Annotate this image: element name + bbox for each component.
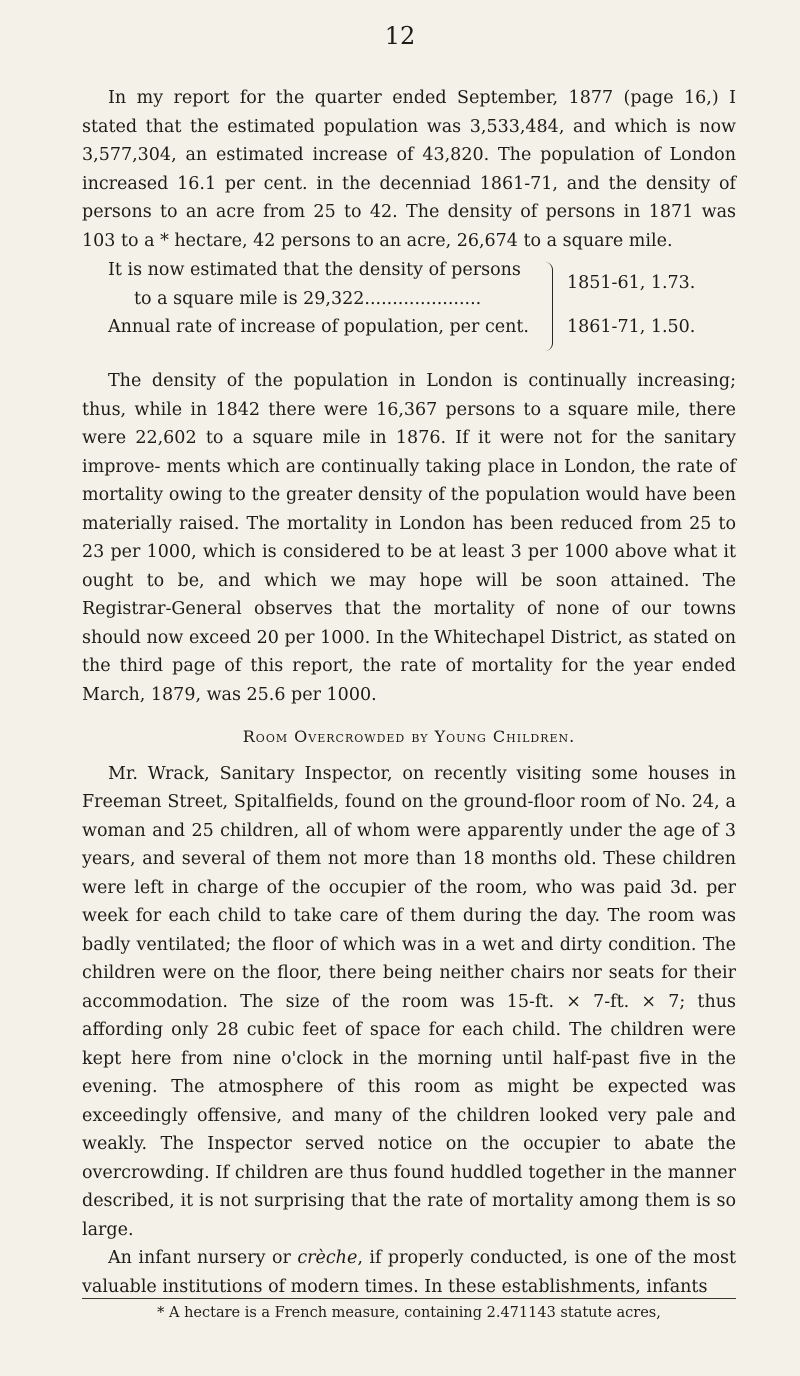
- density-line-2: to a square mile is 29,322.....................: [134, 288, 482, 309]
- creche-text-end: , if properly conducted, is one of the most valuable institutions of modern times. In these establishments, infants: [82, 1248, 736, 1297]
- density-line-1: It is now estimated that the density of persons: [108, 260, 521, 280]
- rate-line: Annual rate of increase of population, per cent.: [108, 317, 529, 337]
- paragraph-creche: [82, 1244, 736, 1301]
- document-body: [82, 84, 736, 1301]
- paragraph-population-estimate: In my report for the quarter ended September, 1877 (page 16,) I stated that the estimated population was 3,533,484, and which is now 3,577,304, an estimated increase of 43,820. The population of London increased 16.1 per cent. in the decenniad 1861-71, and the density of persons to an acre from 25 to 42. The density of persons in 1871 was 103 to a * hectare, 42 persons to an acre, 26,674 to a square mile.: [82, 88, 736, 251]
- rate-1861-71: 1861-71, 1.50.: [567, 317, 696, 337]
- stats-values: [567, 256, 695, 357]
- creche-text-start: An infant nursery or: [108, 1248, 298, 1268]
- creche-italic-word: crèche: [297, 1248, 358, 1268]
- page-number: 12: [384, 22, 416, 50]
- population-stats-block: [82, 256, 736, 357]
- stats-labels: [82, 256, 538, 357]
- paragraph-overcrowding: Mr. Wrack, Sanitary Inspector, on recently visiting some houses in Freeman Street, Spitalfields, found on the ground-floor room of No. 24, a woman and 25 children, all of whom were apparently under the age of 3 years, and several of them not more than 18 months old. These children were left in charge of the occupier of the room, who was paid 3d. per week for each child to take care of them during the day. The room was badly ventilated; the floor of which was in a wet and dirty condition. The children were on the floor, there being neither chairs nor seats for their accommodation. The size of the room was 15-ft. × 7-ft. × 7; thus affording only 28 cubic feet of space for each child. The children were kept here from nine o'clock in the morning until half-past five in the evening. The atmosphere of this room as might be expected was exceedingly offensive, and many of the children looked very pale and weakly. The Inspector served notice on the occupier to abate the overcrowding. If children are thus found huddled together in the manner described, it is not surprising that the rate of mortality among them is so large.: [82, 763, 736, 1240]
- brace-bracket: [538, 262, 553, 351]
- paragraph-density-mortality: The density of the population in London is continually increasing; thus, while in 1842 there were 16,367 persons to a square mile, there were 22,602 to a square mile in 1876. If it were not for the sanitary improve- ments which are continually taking place in London, the rate of mortality owing to the greater density of the population would have been materially raised. The mortality in London has been reduced from 25 to 23 per 1000, which is considered to be at least 3 per 1000 above what it ought to be, and which we may hope will be soon attained. The Registrar-General observes that the mortality of none of our towns should now exceed 20 per 1000. In the Whitechapel District, as stated on the third page of this report, the rate of mortality for the year ended March, 1879, was 25.6 per 1000.: [82, 371, 736, 705]
- section-heading: Room Overcrowded by Young Children.: [242, 727, 576, 746]
- rate-1851-61: 1851-61, 1.73.: [567, 273, 696, 293]
- footnote: * A hectare is a French measure, containing 2.471143 statute acres,: [157, 1305, 661, 1321]
- footnote-divider: [82, 1298, 736, 1299]
